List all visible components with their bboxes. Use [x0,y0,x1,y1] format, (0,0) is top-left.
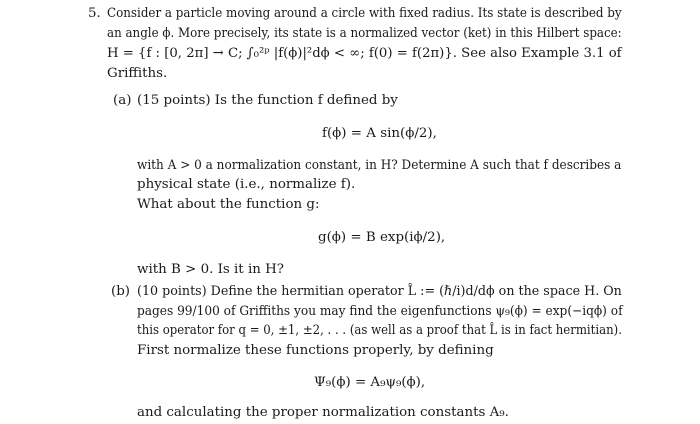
equation-f: f(ϕ) = A sin(ϕ/2), [322,126,437,141]
part-b-line: First normalize these functions properly, by defining [137,343,494,358]
intro-line: Consider a particle moving around a circle with fixed radius. Its state is described by [107,6,622,21]
equation-g: g(ϕ) = B exp(iϕ/2), [318,230,446,245]
part-a-prompt: (15 points) Is the function f defined by [137,93,398,108]
part-b-line: pages 99/100 of Griffiths you may find the eigenfunctions ψ₉(ϕ) = exp(−iqϕ) of [137,304,623,319]
part-b-line: (10 points) Define the hermitian operator L̂ := (ℏ/i)d/dϕ on the space H. On [137,284,622,299]
intro-line: Griffiths. [107,66,168,81]
part-a-text: physical state (i.e., normalize f). [137,177,356,192]
part-a-label: (a) [113,93,132,108]
part-b-label: (b) [111,284,131,299]
part-a-text: What about the function g: [137,197,320,212]
equation-psi: Ψ₉(ϕ) = A₉ψ₉(ϕ), [314,375,426,390]
intro-line-hilbert-space: H = {f : [0, 2π] → C; ∫₀²ᵖ |f(ϕ)|²dϕ < ∞; f(0) = f(2π)}. See also Example 3.1 of [107,46,622,61]
part-b-closing: and calculating the proper normalization constants A₉. [137,405,509,420]
problem-number: 5. [88,6,101,21]
part-b-line: this operator for q = 0, ±1, ±2, . . . (as well as a proof that L̂ is in fact hermitian). [137,323,622,338]
part-a-question: with B > 0. Is it in H? [137,262,284,277]
intro-line: an angle ϕ. More precisely, its state is a normalized vector (ket) in this Hilbert space: [107,26,622,41]
part-a-text: with A > 0 a normalization constant, in H? Determine A such that f describes a [137,158,622,173]
